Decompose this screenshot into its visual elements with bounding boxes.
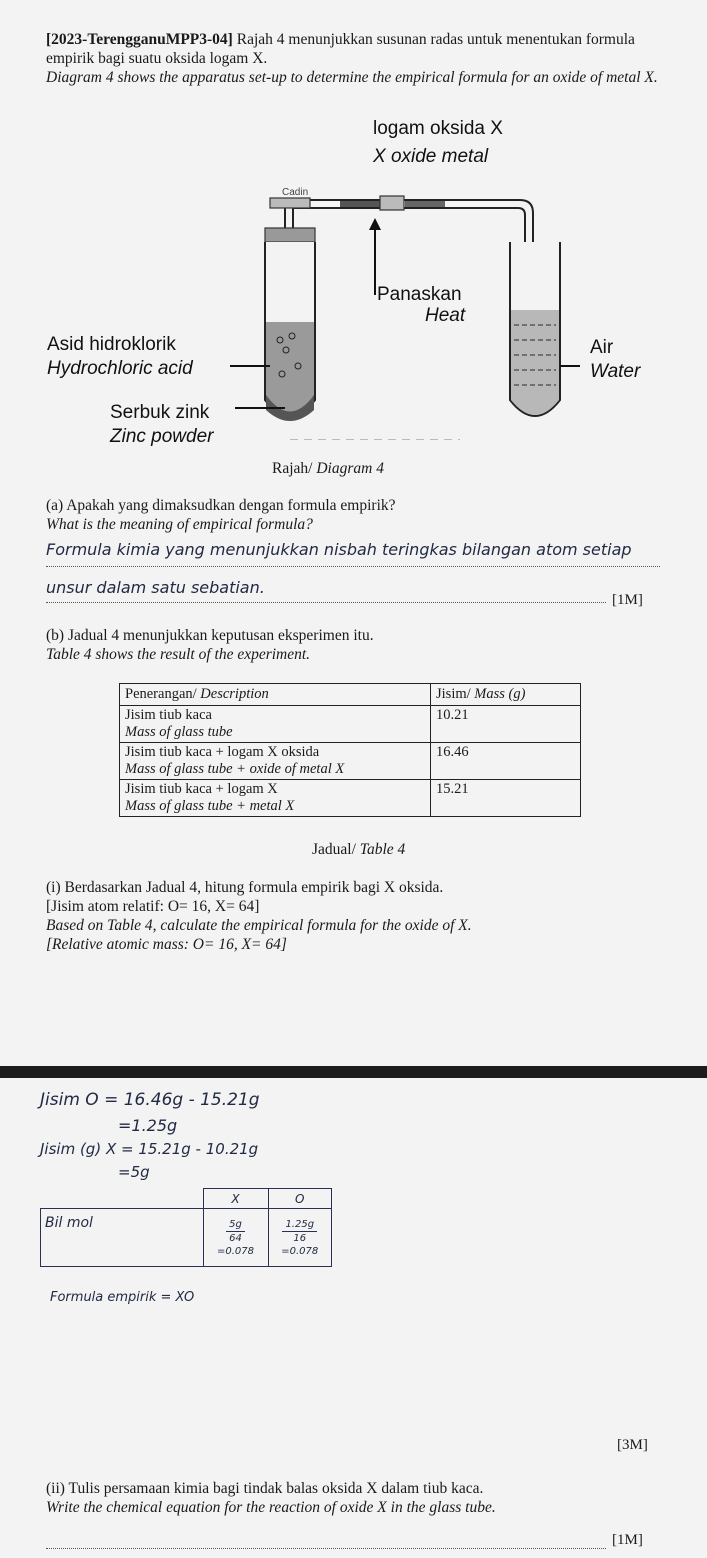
part-a-question-en: What is the meaning of empirical formula? (46, 516, 313, 533)
mole-table-header (41, 1189, 332, 1209)
table-cell-description (120, 706, 431, 743)
empirical-formula-answer: Formula empirik = XO (50, 1290, 195, 1305)
table-header-row (120, 684, 581, 706)
part-b-ii-question-en: Write the chemical equation for the reaction of oxide X in the glass tube. (46, 1499, 496, 1516)
table-cell-description (120, 743, 431, 780)
x-result: =0.078 (216, 1245, 254, 1257)
mole-table-row (41, 1209, 332, 1267)
row-desc-ms: Jisim tiub kaca + logam X (125, 781, 278, 797)
o-denominator: 16 (293, 1232, 307, 1244)
label-acid-ms: Asid hidroklorik (47, 334, 176, 355)
row-desc-ms: Jisim tiub kaca (125, 707, 212, 723)
answer-line-1 (46, 566, 660, 567)
row-desc-en: Mass of glass tube (125, 724, 233, 740)
table-header-description (120, 684, 431, 706)
mole-col-o: O (268, 1189, 332, 1209)
intro-english: Diagram 4 shows the apparatus set-up to determine the empirical formula for an oxide of metal X. (46, 69, 658, 86)
caption-en: Diagram 4 (316, 460, 384, 477)
work-line-1: Jisim O = 16.46g - 15.21g (40, 1090, 260, 1110)
part-b-intro-ms: (b) Jadual 4 menunjukkan keputusan eksperimen itu. (46, 627, 374, 644)
label-heat-ms: Panaskan (377, 284, 462, 305)
mole-table (40, 1188, 332, 1267)
row-desc-ms: Jisim tiub kaca + logam X oksida (125, 744, 320, 760)
work-line-3: Jisim (g) X = 15.21g - 10.21g (40, 1140, 259, 1158)
part-b-i-marks: [3M] (617, 1437, 648, 1453)
part-b-i-ram-ms: [Jisim atom relatif: O= 16, X= 64] (46, 898, 260, 915)
answer-line-2 (46, 602, 606, 603)
part-a-answer-line-2: unsur dalam satu sebatian. (46, 578, 265, 597)
part-b-i-ram-en: [Relative atomic mass: O= 16, X= 64] (46, 936, 287, 953)
table-caption-ms: Jadual/ (312, 841, 356, 858)
label-oxide-en: X oxide metal (373, 146, 489, 167)
caption-ms: Rajah/ (272, 460, 313, 477)
mole-cell-x (203, 1209, 268, 1267)
label-zinc-ms: Serbuk zink (110, 402, 210, 423)
table-row (120, 743, 581, 780)
part-b-i-question-en: Based on Table 4, calculate the empirical formula for the oxide of X. (46, 917, 472, 934)
label-heat-en: Heat (425, 305, 466, 326)
label-acid-en: Hydrochloric acid (47, 358, 193, 379)
o-numerator: 1.25g (282, 1218, 317, 1232)
label-cotton: Cadin (282, 187, 309, 198)
stopper-left (270, 198, 310, 208)
mole-row-label: Bil mol (41, 1209, 204, 1267)
table-header-mass (431, 684, 581, 706)
question-code: [2023-TerengganuMPP3-04] (46, 31, 233, 48)
part-b-i-question-ms: (i) Berdasarkan Jadual 4, hitung formula empirik bagi X oksida. (46, 879, 444, 896)
answer-line-b-ii (46, 1548, 606, 1549)
mole-cell-o (268, 1209, 332, 1267)
label-oxide-ms: logam oksida X (373, 118, 503, 139)
header-mass-en: Mass (g) (474, 686, 526, 702)
oxide-sample (340, 201, 385, 207)
table-cell-mass: 16.46 (431, 743, 581, 780)
stopper-middle (380, 196, 404, 210)
part-a-answer-line-1: Formula kimia yang menunjukkan nisbah teringkas bilangan atom setiap (46, 540, 632, 559)
results-table (119, 683, 581, 817)
part-a-question-ms: (a) Apakah yang dimaksudkan dengan formula empirik? (46, 497, 396, 514)
table-cell-mass: 10.21 (431, 706, 581, 743)
diagram-caption (272, 459, 384, 478)
header-desc-ms: Penerangan/ (125, 686, 197, 702)
intro-malay: Rajah 4 menunjukkan susunan radas untuk menentukan formula empirik bagi suatu oksida logam X. (46, 31, 635, 67)
row-desc-en: Mass of glass tube + oxide of metal X (125, 761, 345, 777)
table-row (120, 780, 581, 817)
test-tube-right (510, 242, 560, 416)
table-row (120, 706, 581, 743)
label-zinc-en: Zinc powder (110, 426, 214, 447)
row-desc-en: Mass of glass tube + metal X (125, 798, 295, 814)
work-line-2: =1.25g (118, 1116, 178, 1135)
work-line-4: =5g (118, 1163, 150, 1181)
page-separator (0, 1066, 707, 1078)
table-caption (312, 840, 405, 859)
test-tube-left (265, 228, 315, 421)
table-cell-description (120, 780, 431, 817)
label-water-en: Water (590, 361, 641, 382)
part-a-marks: [1M] (612, 592, 643, 608)
table-caption-en: Table 4 (359, 841, 406, 858)
part-b-ii-marks: [1M] (612, 1532, 643, 1548)
o-result: =0.078 (281, 1245, 319, 1257)
part-b-ii-question-ms: (ii) Tulis persamaan kimia bagi tindak balas oksida X dalam tiub kaca. (46, 1480, 484, 1497)
part-b-intro-en: Table 4 shows the result of the experiment. (46, 646, 311, 663)
table-cell-mass: 15.21 (431, 780, 581, 817)
mole-col-x: X (203, 1189, 268, 1209)
oxide-sample-2 (405, 201, 445, 207)
part-b-i-question (46, 878, 666, 954)
x-numerator: 5g (226, 1218, 245, 1232)
x-denominator: 64 (229, 1232, 242, 1244)
header-desc-en: Description (200, 686, 269, 702)
header-mass-ms: Jisim/ (436, 686, 471, 702)
label-water-ms: Air (590, 337, 614, 358)
question-header (46, 30, 666, 87)
